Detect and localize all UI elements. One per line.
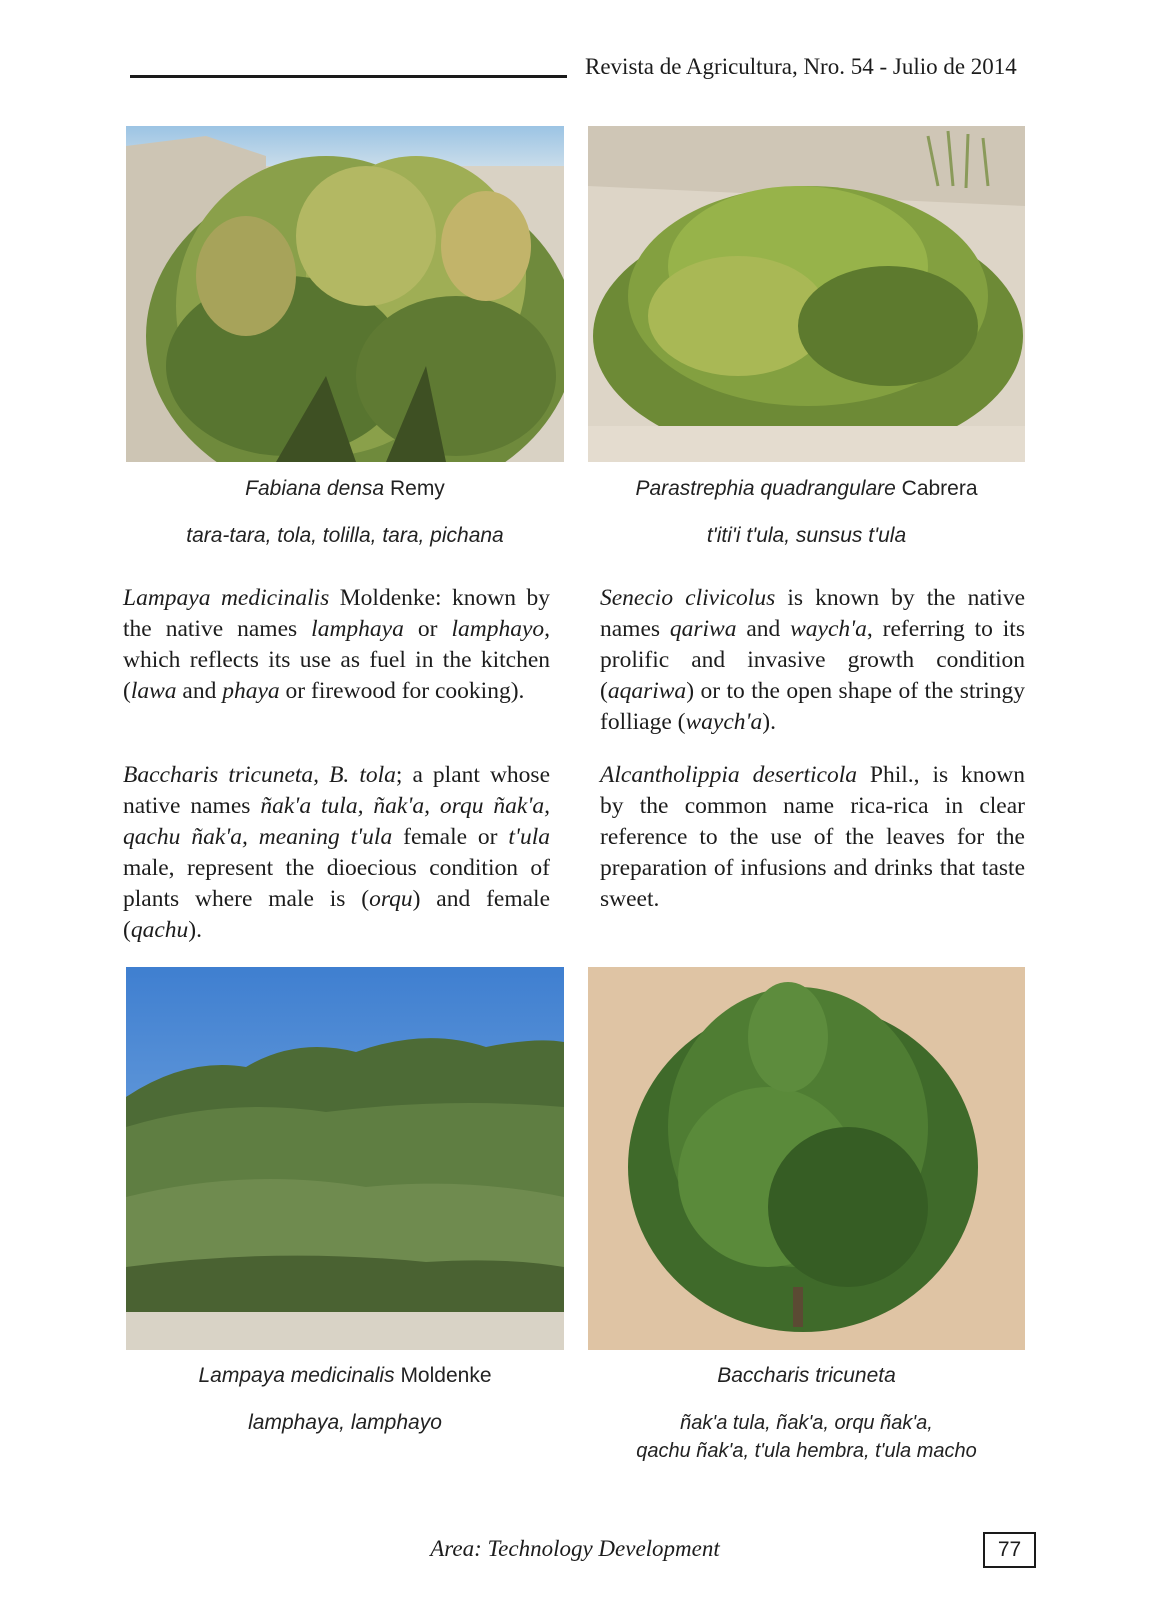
native-term: orqu <box>369 886 413 912</box>
text-run: is known by the native names <box>600 585 1026 642</box>
species-name: Alcantholippia deserticola <box>600 762 858 788</box>
native-name: lamphayo, <box>451 616 550 642</box>
native-name: ñak'a tula, ñak'a, orqu ñak'a, qachu ñak'a, meaning t'ula <box>123 793 550 850</box>
text-run: ). <box>188 917 202 943</box>
caption-common-names: tara-tara, tola, tolilla, tara, pichana <box>186 524 504 547</box>
caption-baccharis-tricuneta <box>588 1364 1025 1388</box>
caption-author: Remy <box>389 477 445 500</box>
paragraph-senecio <box>600 583 1025 738</box>
caption-author: Moldenke <box>400 1364 492 1387</box>
species-name: Senecio clivicolus <box>600 585 776 611</box>
caption-common-names: lamphaya, lamphayo <box>248 1411 442 1434</box>
native-term: lawa <box>130 678 177 704</box>
page-number: 77 <box>983 1532 1036 1568</box>
text-run: or firewood for cooking). <box>279 678 525 704</box>
caption-species: Fabiana densa <box>245 477 385 500</box>
native-term: waych'a <box>685 709 763 735</box>
native-name: qariwa <box>669 616 737 642</box>
native-term: aqariwa <box>607 678 687 704</box>
photo-fabiana-densa <box>126 126 564 462</box>
caption-lampaya-medicinalis <box>126 1364 564 1388</box>
species-name: Baccharis tricuneta, B. tola <box>123 762 396 788</box>
text-run: which reflects its use as fuel in the kitchen ( <box>123 647 550 704</box>
photo-parastrephia-quadrangulare <box>588 126 1025 462</box>
text-run: Phil., is known by the common name rica-rica in clear reference to the use of the leaves for the preparation of infusions and drinks that taste sweet. <box>600 762 1025 912</box>
native-term: qachu <box>130 917 189 943</box>
paragraph-lampaya <box>123 583 550 707</box>
footer-area: Area: Technology Development <box>430 1536 720 1561</box>
caption-common-line-2: qachu ñak'a, t'ula hembra, t'ula macho <box>636 1440 977 1462</box>
native-name: lamphaya <box>311 616 404 642</box>
text-run: and <box>176 678 223 704</box>
photo-lampaya-medicinalis <box>126 967 564 1350</box>
header-rule <box>130 75 567 78</box>
caption-species: Parastrephia quadrangulare <box>635 477 896 500</box>
native-name: waych'a <box>790 616 867 642</box>
native-term: phaya <box>222 678 280 704</box>
journal-header: Revista de Agricultura, Nro. 54 - Julio de 2014 <box>585 54 1017 79</box>
caption-fabiana-densa <box>126 477 564 501</box>
photo-baccharis-tricuneta <box>588 967 1025 1350</box>
text-run: female or <box>392 824 509 850</box>
species-name: Lampaya medicinalis <box>123 585 330 611</box>
caption-common-line-1: ñak'a tula, ñak'a, orqu ñak'a, <box>680 1412 933 1434</box>
paragraph-alcantholippia <box>600 760 1025 915</box>
text-run: Moldenke: known by the native names <box>123 585 550 642</box>
text-run: , referring to its prolific and invasive growth condition ( <box>600 616 1025 704</box>
caption-species: Baccharis tricuneta <box>717 1364 896 1387</box>
caption-species: Lampaya medicinalis <box>198 1364 395 1387</box>
caption-author: Cabrera <box>901 477 978 500</box>
text-run: and <box>736 616 791 642</box>
text-run: ). <box>762 709 776 735</box>
text-run: or <box>403 616 452 642</box>
text-run: ; a plant whose native names <box>123 762 551 819</box>
caption-parastrephia-quadrangulare <box>588 477 1025 501</box>
text-run: male, represent the dioecious condition of plants where male is ( <box>123 855 550 912</box>
text-run: ) and female ( <box>123 886 550 943</box>
paragraph-baccharis <box>123 760 550 946</box>
caption-common-names <box>588 1409 1025 1465</box>
native-term: t'ula <box>508 824 550 850</box>
caption-common-names: t'iti'i t'ula, sunsus t'ula <box>706 524 907 547</box>
text-run: ) or to the open shape of the stringy folliage ( <box>600 678 1025 735</box>
